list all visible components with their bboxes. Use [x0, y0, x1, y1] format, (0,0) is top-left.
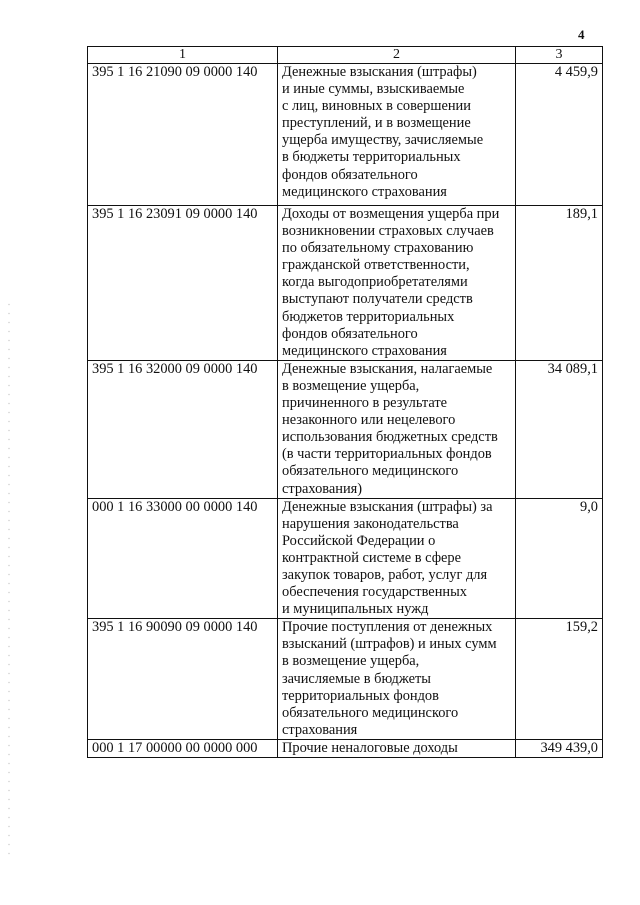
budget-code-cell: 000 1 17 00000 00 0000 000	[88, 739, 278, 757]
revenue-name-cell	[278, 739, 516, 757]
amount-cell: 349 439,0	[516, 739, 603, 757]
revenue-name-line: Прочие неналоговые доходы	[282, 739, 458, 756]
revenue-name-line: Прочие поступления от денежных	[282, 619, 493, 636]
table-row	[88, 64, 603, 206]
revenue-name-line: страхования	[282, 721, 358, 738]
table-row	[88, 360, 603, 498]
binding-dots-decoration	[8, 300, 10, 860]
revenue-name-line: в бюджеты территориальных	[282, 149, 461, 166]
column-header-name: 2	[278, 47, 516, 64]
revenue-name-cell	[278, 360, 516, 498]
revenue-name-line: фондов обязательного	[282, 325, 418, 342]
revenue-name-line: территориальных фондов	[282, 687, 439, 704]
revenue-name-line: страхования)	[282, 480, 363, 497]
revenue-name-line: (в части территориальных фондов	[282, 446, 492, 463]
revenue-name-line: преступлений, и в возмещение	[282, 115, 471, 132]
revenue-name-line: нарушения законодательства	[282, 515, 459, 532]
revenue-name-line: в возмещение ущерба,	[282, 653, 420, 670]
amount-cell: 4 459,9	[516, 64, 603, 206]
column-header-amount: 3	[516, 47, 603, 64]
table-row	[88, 498, 603, 619]
revenue-name-line: Денежные взыскания, налагаемые	[282, 360, 493, 377]
budget-code-cell: 395 1 16 32000 09 0000 140	[88, 360, 278, 498]
revenue-name-line: незаконного или нецелевого	[282, 412, 456, 429]
revenue-name-line: бюджетов территориальных	[282, 308, 455, 325]
revenue-name-line: закупок товаров, работ, услуг для	[282, 566, 488, 583]
table-header-row	[88, 47, 603, 64]
revenue-name-line: Денежные взыскания (штрафы)	[282, 64, 477, 80]
table-row	[88, 206, 603, 361]
revenue-name-line: по обязательному страхованию	[282, 240, 474, 257]
budget-code-cell: 395 1 16 21090 09 0000 140	[88, 64, 278, 206]
revenue-name-line: контрактной системе в сфере	[282, 549, 461, 566]
revenue-name-cell	[278, 619, 516, 740]
amount-cell: 189,1	[516, 206, 603, 361]
revenue-name-line: возникновении страховых случаев	[282, 223, 494, 240]
page-number: 4	[578, 27, 585, 42]
revenue-name-line: с лиц, виновных в совершении	[282, 98, 471, 115]
revenue-name-line: зачисляемые в бюджеты	[282, 670, 431, 687]
amount-cell: 159,2	[516, 619, 603, 740]
revenue-name-line: медицинского страхования	[282, 183, 447, 200]
revenue-name-line: медицинского страхования	[282, 342, 447, 359]
table-row	[88, 619, 603, 740]
revenue-name-line: в возмещение ущерба,	[282, 377, 420, 394]
amount-cell: 34 089,1	[516, 360, 603, 498]
revenue-name-line: гражданской ответственности,	[282, 257, 470, 274]
budget-code-cell: 395 1 16 90090 09 0000 140	[88, 619, 278, 740]
revenue-name-line: использования бюджетных средств	[282, 429, 498, 446]
budget-code-cell: 000 1 16 33000 00 0000 140	[88, 498, 278, 619]
revenue-name-cell	[278, 498, 516, 619]
revenue-name-line: Российской Федерации о	[282, 532, 436, 549]
revenue-name-line: взысканий (штрафов) и иных сумм	[282, 636, 497, 653]
revenue-name-cell	[278, 64, 516, 206]
column-header-code: 1	[88, 47, 278, 64]
revenue-name-line: обязательного медицинского	[282, 704, 459, 721]
revenue-name-line: ущерба имуществу, зачисляемые	[282, 132, 484, 149]
table-row-total	[88, 739, 603, 757]
amount-cell: 9,0	[516, 498, 603, 619]
revenue-name-line: обеспечения государственных	[282, 584, 467, 601]
revenue-name-line: когда выгодоприобретателями	[282, 274, 468, 291]
revenue-name-line: выступают получатели средств	[282, 291, 473, 308]
revenue-name-line: и иные суммы, взыскиваемые	[282, 81, 465, 98]
revenue-name-line: Доходы от возмещения ущерба при	[282, 206, 500, 222]
budget-revenue-table	[87, 46, 603, 758]
revenue-name-line: Денежные взыскания (штрафы) за	[282, 498, 493, 515]
revenue-name-cell	[278, 206, 516, 361]
revenue-name-line: причиненного в результате	[282, 395, 448, 412]
budget-code-cell: 395 1 16 23091 09 0000 140	[88, 206, 278, 361]
revenue-name-line: обязательного медицинского	[282, 463, 459, 480]
revenue-name-line: фондов обязательного	[282, 166, 418, 183]
revenue-name-line: и муниципальных нужд	[282, 601, 429, 618]
